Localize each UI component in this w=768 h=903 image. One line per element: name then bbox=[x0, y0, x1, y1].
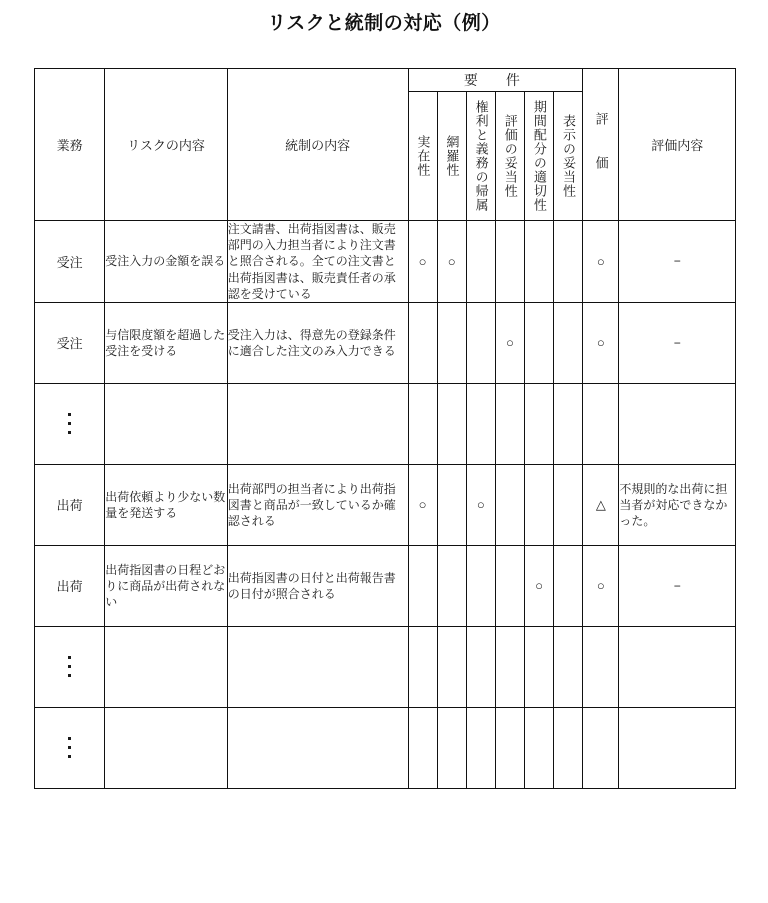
table-row bbox=[35, 464, 736, 545]
cell-control: 受注入力は、得意先の登録条件に適合した注文のみ入力できる bbox=[227, 302, 408, 383]
column-header-req-kenri-gimu-label: 権利と義務の帰属 bbox=[473, 100, 489, 212]
cell-req-kenri-gimu-mark: ○ bbox=[466, 464, 495, 545]
cell-evaluation-detail: − bbox=[619, 545, 736, 626]
cell-gyomu: 出荷 bbox=[35, 545, 105, 626]
cell-req-kikanhaibun-mark bbox=[524, 707, 553, 788]
cell-gyomu: 受注 bbox=[35, 302, 105, 383]
cell-evaluation-mark bbox=[583, 626, 619, 707]
cell-evaluation-detail: 不規則的な出荷に担当者が対応できなかった。 bbox=[619, 464, 736, 545]
cell-req-morasei-mark bbox=[437, 383, 466, 464]
cell-req-hyoka-datousei-mark bbox=[495, 545, 524, 626]
cell-evaluation-mark bbox=[583, 707, 619, 788]
column-header-req-hyoka-datousei bbox=[495, 92, 524, 221]
cell-risk bbox=[105, 626, 228, 707]
table-row bbox=[35, 383, 736, 464]
cell-req-jitsuzaisei-mark bbox=[408, 383, 437, 464]
cell-control bbox=[227, 707, 408, 788]
cell-evaluation-mark: ○ bbox=[583, 545, 619, 626]
cell-req-hyouji-datousei-mark bbox=[554, 302, 583, 383]
column-header-gyomu: 業務 bbox=[35, 69, 105, 221]
cell-req-kikanhaibun-mark bbox=[524, 626, 553, 707]
cell-gyomu: 出荷 bbox=[35, 464, 105, 545]
cell-control: 出荷指図書の日付と出荷報告書の日付が照合される bbox=[227, 545, 408, 626]
cell-req-hyoka-datousei-mark bbox=[495, 221, 524, 303]
column-header-req-kikanhaibun bbox=[524, 92, 553, 221]
cell-req-hyouji-datousei-mark bbox=[554, 221, 583, 303]
page-title: リスクと統制の対応（例） bbox=[267, 13, 501, 34]
cell-req-kenri-gimu-mark bbox=[466, 383, 495, 464]
column-header-req-jitsuzaisei bbox=[408, 92, 437, 221]
cell-req-kikanhaibun-mark bbox=[524, 221, 553, 303]
risk-control-table-container bbox=[34, 68, 736, 789]
cell-req-jitsuzaisei-mark: ○ bbox=[408, 464, 437, 545]
cell-req-kenri-gimu-mark bbox=[466, 221, 495, 303]
cell-req-hyouji-datousei-mark bbox=[554, 464, 583, 545]
cell-req-kenri-gimu-mark bbox=[466, 707, 495, 788]
cell-control: 注文請書、出荷指図書は、販売部門の入力担当者により注文書と照合される。全ての注文書と出荷指図書は、販売責任者の承認を受けている bbox=[227, 221, 408, 303]
cell-gyomu bbox=[35, 383, 105, 464]
cell-evaluation-mark: △ bbox=[583, 464, 619, 545]
table-header bbox=[35, 69, 736, 221]
column-header-evaluation bbox=[583, 69, 619, 221]
cell-control bbox=[227, 383, 408, 464]
cell-req-morasei-mark bbox=[437, 626, 466, 707]
cell-req-morasei-mark bbox=[437, 464, 466, 545]
cell-req-hyoka-datousei-mark bbox=[495, 464, 524, 545]
cell-req-hyoka-datousei-mark bbox=[495, 383, 524, 464]
cell-gyomu bbox=[35, 707, 105, 788]
cell-risk: 出荷指図書の日程どおりに商品が出荷されない bbox=[105, 545, 228, 626]
cell-req-kikanhaibun-mark: ○ bbox=[524, 545, 553, 626]
cell-gyomu: 受注 bbox=[35, 221, 105, 303]
column-header-req-hyoka-datousei-label: 評価の妥当性 bbox=[502, 114, 518, 198]
cell-req-jitsuzaisei-mark bbox=[408, 626, 437, 707]
cell-req-hyouji-datousei-mark bbox=[554, 545, 583, 626]
cell-req-hyoka-datousei-mark: ○ bbox=[495, 302, 524, 383]
table-body bbox=[35, 221, 736, 789]
cell-req-hyouji-datousei-mark bbox=[554, 383, 583, 464]
cell-evaluation-detail: − bbox=[619, 221, 736, 303]
cell-evaluation-mark: ○ bbox=[583, 221, 619, 303]
cell-req-kikanhaibun-mark bbox=[524, 464, 553, 545]
risk-control-table bbox=[34, 68, 736, 789]
cell-evaluation-detail bbox=[619, 707, 736, 788]
cell-req-morasei-mark bbox=[437, 545, 466, 626]
cell-req-kenri-gimu-mark bbox=[466, 626, 495, 707]
vertical-ellipsis-icon bbox=[35, 656, 104, 677]
cell-req-jitsuzaisei-mark: ○ bbox=[408, 221, 437, 303]
cell-req-hyoka-datousei-mark bbox=[495, 626, 524, 707]
cell-risk bbox=[105, 383, 228, 464]
cell-risk: 与信限度額を超過した受注を受ける bbox=[105, 302, 228, 383]
column-header-control: 統制の内容 bbox=[227, 69, 408, 221]
cell-req-kikanhaibun-mark bbox=[524, 302, 553, 383]
column-header-req-hyouji-datousei-label: 表示の妥当性 bbox=[560, 114, 576, 198]
cell-risk: 受注入力の金額を誤る bbox=[105, 221, 228, 303]
cell-evaluation-mark: ○ bbox=[583, 302, 619, 383]
cell-req-hyoka-datousei-mark bbox=[495, 707, 524, 788]
table-row bbox=[35, 302, 736, 383]
cell-req-jitsuzaisei-mark bbox=[408, 545, 437, 626]
cell-risk bbox=[105, 707, 228, 788]
cell-req-hyouji-datousei-mark bbox=[554, 626, 583, 707]
cell-req-jitsuzaisei-mark bbox=[408, 707, 437, 788]
cell-control bbox=[227, 626, 408, 707]
cell-req-kenri-gimu-mark bbox=[466, 545, 495, 626]
cell-gyomu bbox=[35, 626, 105, 707]
cell-req-kenri-gimu-mark bbox=[466, 302, 495, 383]
cell-req-jitsuzaisei-mark bbox=[408, 302, 437, 383]
table-row bbox=[35, 626, 736, 707]
cell-req-morasei-mark bbox=[437, 302, 466, 383]
cell-req-morasei-mark: ○ bbox=[437, 221, 466, 303]
cell-req-kikanhaibun-mark bbox=[524, 383, 553, 464]
column-header-evaluation-detail: 評価内容 bbox=[619, 69, 736, 221]
cell-risk: 出荷依頼より少ない数量を発送する bbox=[105, 464, 228, 545]
vertical-ellipsis-icon bbox=[35, 737, 104, 758]
column-header-req-kenri-gimu bbox=[466, 92, 495, 221]
cell-req-morasei-mark bbox=[437, 707, 466, 788]
column-header-req-morasei-label: 網羅性 bbox=[444, 135, 460, 177]
table-row bbox=[35, 707, 736, 788]
cell-control: 出荷部門の担当者により出荷指図書と商品が一致しているか確認される bbox=[227, 464, 408, 545]
column-header-req-kikanhaibun-label: 期間配分の適切性 bbox=[531, 100, 547, 212]
table-row bbox=[35, 545, 736, 626]
column-header-risk: リスクの内容 bbox=[105, 69, 228, 221]
column-header-req-jitsuzaisei-label: 実在性 bbox=[415, 135, 431, 177]
header-row-group bbox=[35, 69, 736, 92]
cell-evaluation-detail: − bbox=[619, 302, 736, 383]
table-row bbox=[35, 221, 736, 303]
cell-evaluation-detail bbox=[619, 383, 736, 464]
column-header-evaluation-label: 評 価 bbox=[593, 111, 609, 178]
cell-evaluation-detail bbox=[619, 626, 736, 707]
column-group-header-requirements: 要 件 bbox=[408, 69, 583, 92]
column-header-req-morasei bbox=[437, 92, 466, 221]
cell-evaluation-mark bbox=[583, 383, 619, 464]
vertical-ellipsis-icon bbox=[35, 413, 104, 434]
cell-req-hyouji-datousei-mark bbox=[554, 707, 583, 788]
column-header-req-hyouji-datousei bbox=[554, 92, 583, 221]
